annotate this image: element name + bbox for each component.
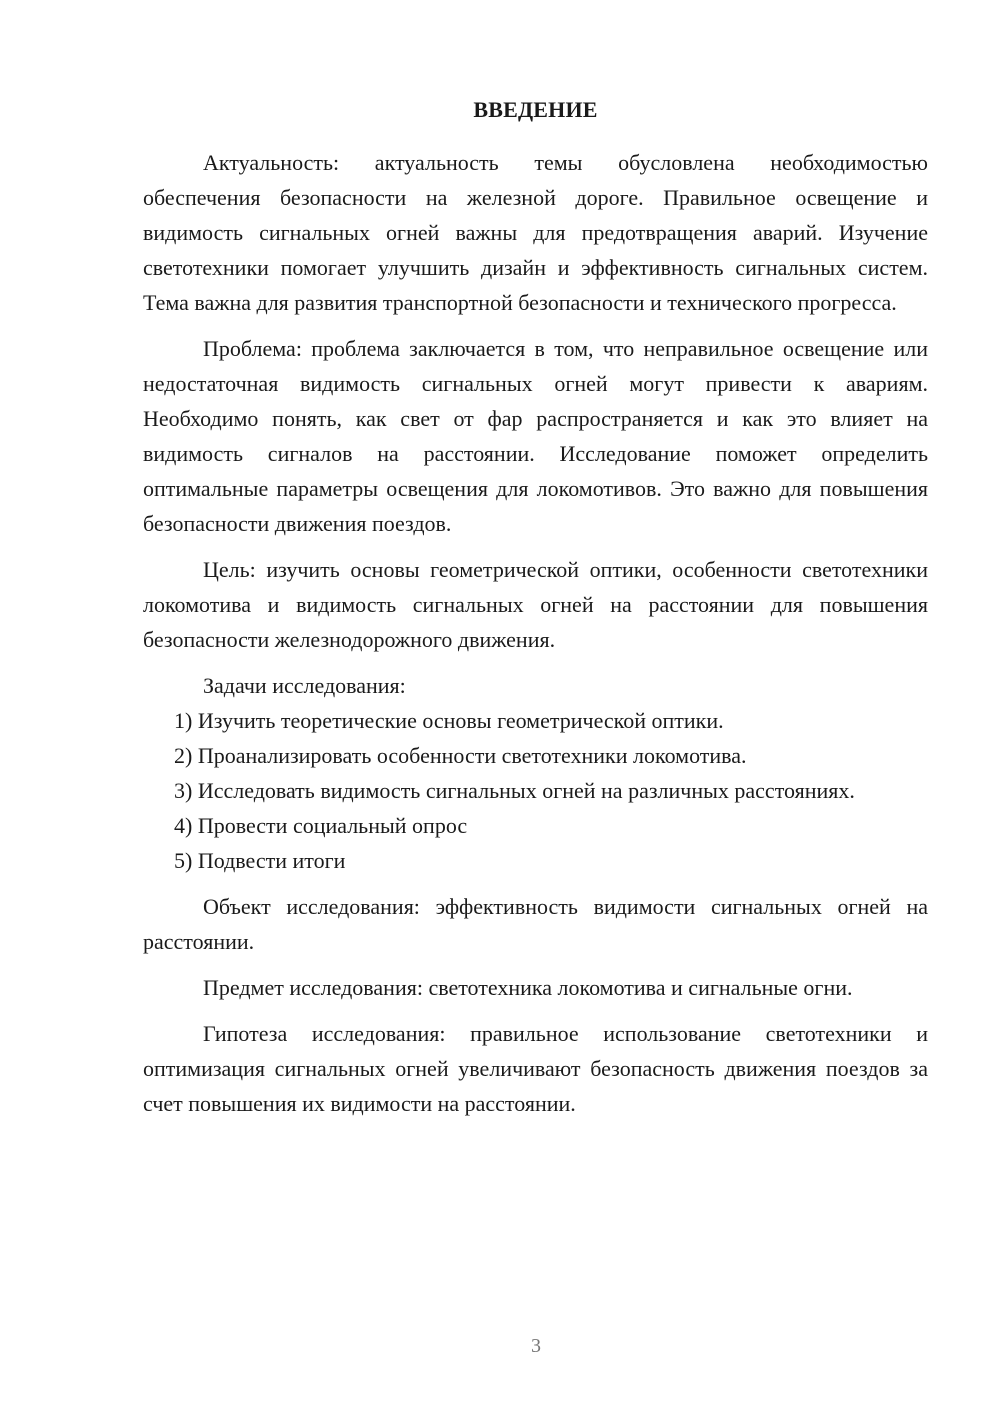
task-item: 3) Исследовать видимость сигнальных огней на различных расстояниях.: [174, 778, 855, 803]
task-item: 4) Провести социальный опрос: [174, 813, 468, 838]
tasks-heading: Задачи исследования:: [203, 673, 406, 698]
relevance-paragraph: Актуальность: актуальность темы обусловлена необходимостью обеспечения безопасности на железной дороге. Правильное освещение и видимость сигнальных огней важны для предотвращения аварий. Изучение светотехники помогает улучшить дизайн и эффективность сигнальных систем. Тема важна для развития транспортной безопасности и технического прогресса.: [143, 150, 928, 315]
page-content: [143, 92, 928, 1121]
object-paragraph: Объект исследования: эффективность видимости сигнальных огней на расстоянии.: [143, 894, 928, 954]
subject-paragraph: Предмет исследования: светотехника локомотива и сигнальные огни.: [203, 975, 853, 1000]
page-number: 3: [531, 1335, 541, 1357]
task-item: 5) Подвести итоги: [174, 848, 346, 873]
task-item: 2) Проанализировать особенности светотехники локомотива.: [174, 743, 747, 768]
goal-paragraph: Цель: изучить основы геометрической оптики, особенности светотехники локомотива и видимость сигнальных огней на расстоянии для повышения безопасности железнодорожного движения.: [143, 557, 928, 652]
task-item: 1) Изучить теоретические основы геометрической оптики.: [174, 708, 724, 733]
hypothesis-paragraph: Гипотеза исследования: правильное использование светотехники и оптимизация сигнальных огней увеличивают безопасность движения поездов за счет повышения их видимости на расстоянии.: [143, 1021, 928, 1116]
problem-paragraph: Проблема: проблема заключается в том, что неправильное освещение или недостаточная видимость сигнальных огней могут привести к авариям. Необходимо понять, как свет от фар распространяется и как это влияет на видимость сигналов на расстоянии. Исследование поможет определить оптимальные параметры освещения для локомотивов. Это важно для повышения безопасности движения поездов.: [143, 336, 928, 536]
page-title: ВВЕДЕНИЕ: [473, 97, 598, 122]
